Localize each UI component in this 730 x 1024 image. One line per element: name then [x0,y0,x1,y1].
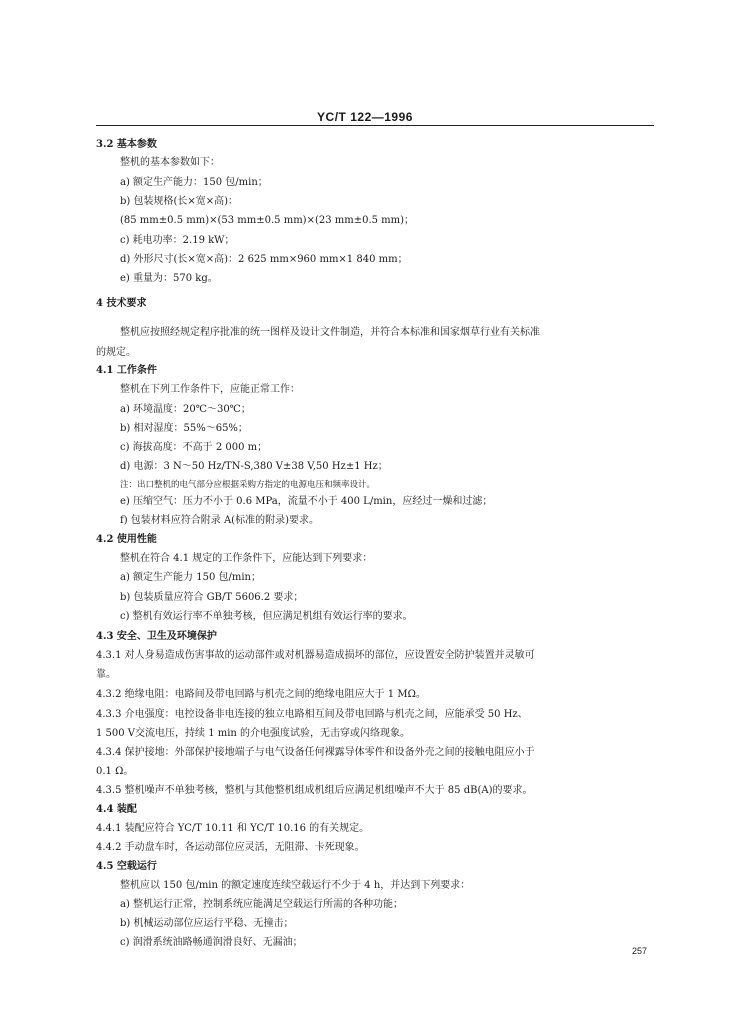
text-line: 4.3.5 整机噪声不单独考核，整机与其他整机组成机组后应满足机组噪声不大于 85 dB(A)的要求。 [96,785,533,796]
text-line: e) 压缩空气：压力不小于 0.6 MPa，流量不小于 400 L/min，应经过一燥和过滤； [120,496,493,507]
text-line: 整机的基本参数如下： [120,157,220,168]
text-line: 1 500 V交流电压，持续 1 min 的介电强度试验，无击穿或闪络现象。 [96,728,411,739]
text-line: b) 包装规格(长×宽×高)： [120,196,239,207]
text-line: 整机在下列工作条件下，应能正常工作： [120,384,300,395]
section-heading: 4.4 装配 [96,804,137,815]
text-line: a) 环境温度：20℃～30℃； [120,404,251,415]
text-line: (85 mm±0.5 mm)×(53 mm±0.5 mm)×(23 mm±0.5 mm)； [120,215,415,226]
text-line: f) 包装材料应符合附录 A(标准的附录)要求。 [120,515,319,526]
section-heading: 4.1 工作条件 [96,365,157,376]
text-line: e) 重量为：570 kg。 [120,273,218,284]
text-line: b) 机械运动部位应运行平稳、无撞击； [120,918,294,929]
text-line: 4.3.4 保护接地：外部保护接地端子与电气设备任何裸露导体零件和设备外壳之间的接触电阻应小于 [96,747,535,758]
text-line: a) 额定生产能力 150 包/min； [120,572,261,583]
text-line: b) 相对湿度：55%～65%； [120,423,248,434]
section-heading: 4.3 安全、卫生及环境保护 [96,631,217,642]
text-line: 整机在符合 4.1 规定的工作条件下，应能达到下列要求： [120,553,373,564]
text-line: 4.4.2 手动盘车时，各运动部位应灵活，无阻滞、卡死现象。 [96,842,365,853]
page-number: 257 [632,946,648,956]
section-heading: 4.5 空载运行 [96,861,157,872]
text-line: 4.3.2 绝缘电阻：电路间及带电回路与机壳之间的绝缘电阻应大于 1 MΩ。 [96,689,426,700]
text-line: d) 外形尺寸(长×宽×高)：2 625 mm×960 mm×1 840 mm； [120,254,408,265]
text-line: a) 额定生产能力：150 包/min； [120,177,268,188]
text-line: d) 电源：3 N～50 Hz/TN-S,380 V±38 V,50 Hz±1 Hz； [120,461,388,472]
standard-header: YC/T 122—1996 [317,110,413,124]
text-line: 靠。 [96,669,116,680]
text-line: c) 海拔高度：不高于 2 000 m； [120,442,268,453]
text-line: c) 耗电功率：2.19 kW； [120,235,235,246]
text-line: 4.3.1 对人身易造成伤害事故的运动部件或对机器易造成损坏的部位，应设置安全防护装置并灵敏可 [96,650,535,661]
text-line: 4.3.3 介电强度：电控设备非电连接的独立电路相互间及带电回路与机壳之间，应能承受 50 Hz、 [96,709,528,720]
note-line: 注：出口整机的电气部分应根据采购方指定的电源电压和频率设计。 [120,480,376,490]
text-line: c) 整机有效运行率不单独考核，但应满足机组有效运行率的要求。 [120,611,413,622]
text-line: 整机应按照经规定程序批准的统一图样及设计文件制造，并符合本标准和国家烟草行业有关标准 [120,327,540,338]
text-line: 的规定。 [96,347,136,358]
text-line: 0.1 Ω。 [96,766,134,777]
section-heading: 4 技术要求 [96,298,147,309]
text-line: a) 整机运行正常，控制系统应能满足空载运行所需的各种功能； [120,899,404,910]
text-line: c) 润滑系统油路畅通润滑良好、无漏油； [120,937,303,948]
header-rule [96,125,654,126]
section-heading: 4.2 使用性能 [96,534,157,545]
text-line: 4.4.1 装配应符合 YC/T 10.11 和 YC/T 10.16 的有关规定。 [96,823,370,834]
section-heading: 3.2 基本参数 [96,139,157,150]
text-line: 整机应以 150 包/min 的额定速度连续空载运行不少于 4 h，并达到下列要求： [120,880,471,891]
text-line: b) 包装质量应符合 GB/T 5606.2 要求； [120,592,304,603]
